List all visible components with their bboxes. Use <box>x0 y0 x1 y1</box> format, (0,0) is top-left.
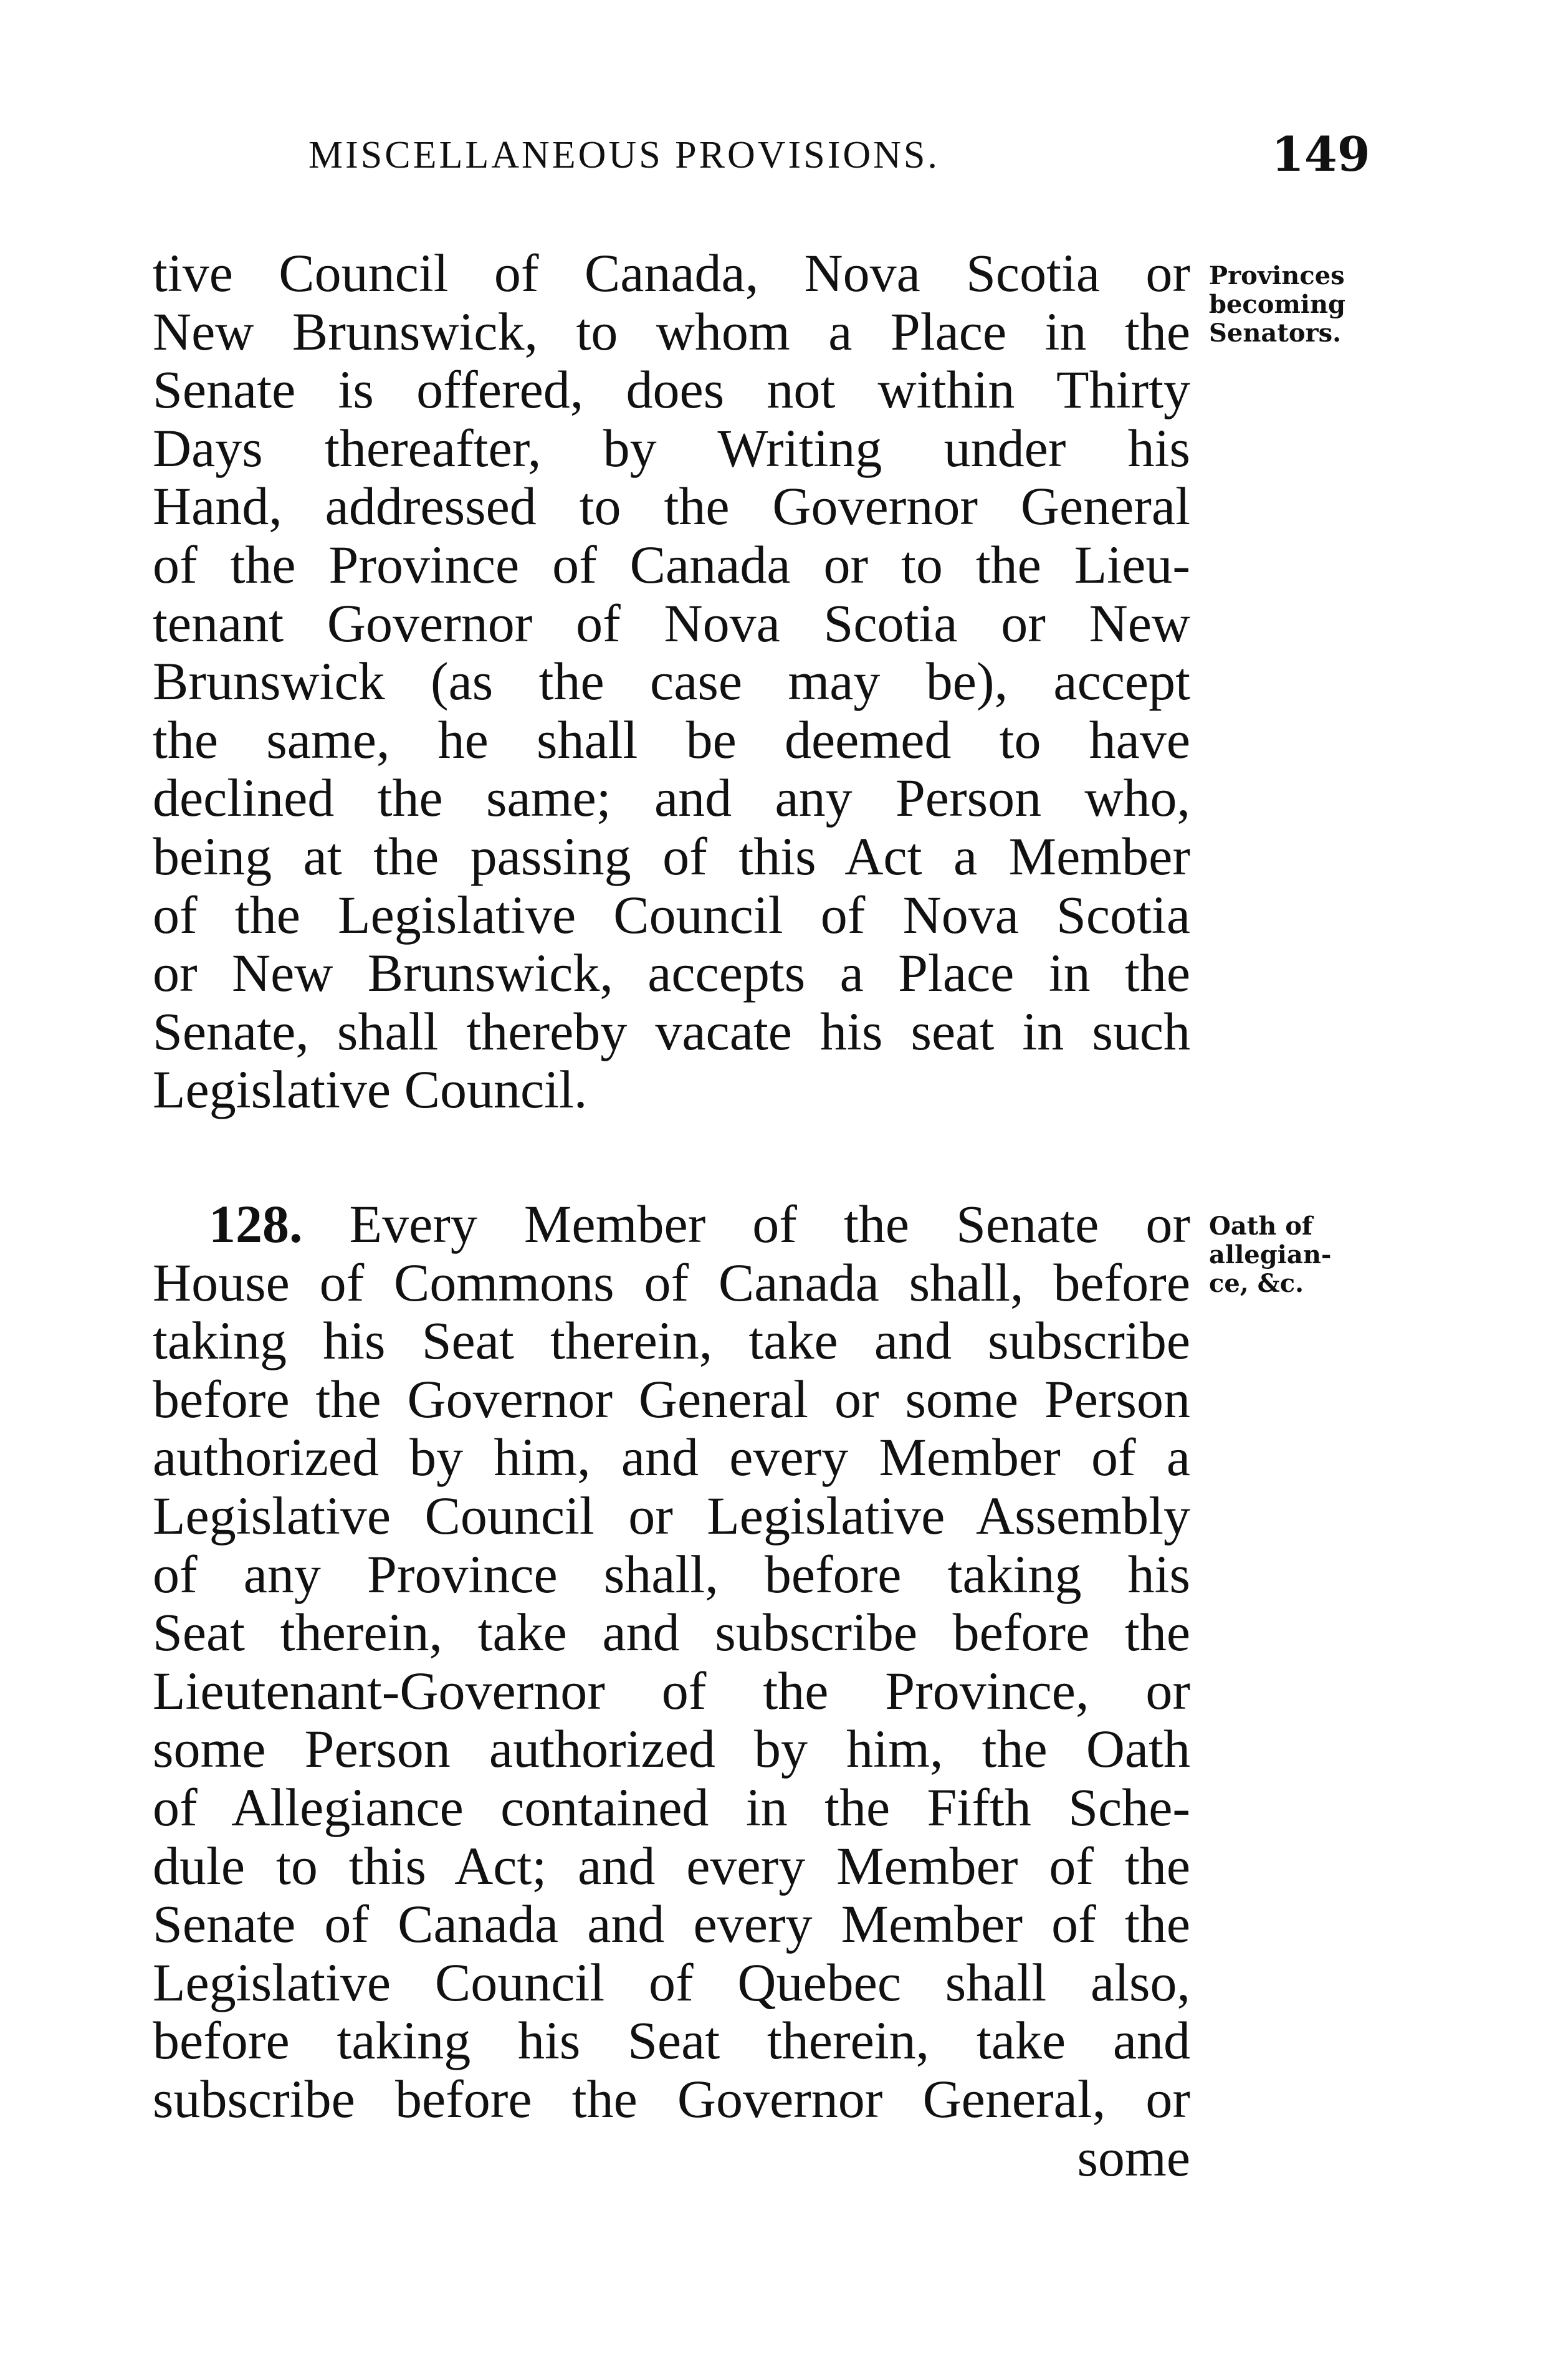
text-line: before the Governor General or some Person <box>153 1369 1190 1429</box>
text-line-first <box>153 1195 1190 1254</box>
text-line: Legislative Council. <box>153 1059 588 1120</box>
text-line: Senate, shall thereby vacate his seat in such <box>153 1001 1190 1061</box>
margin-note-line: becoming <box>1209 290 1346 319</box>
text-line: Senate of Canada and every Member of the <box>153 1894 1190 1954</box>
margin-note-line: Provinces <box>1209 261 1345 290</box>
margin-note-provinces-becoming-senators <box>1209 262 1345 348</box>
text-line: taking his Seat therein, take and subscribe <box>153 1311 1190 1371</box>
text-line: of any Province shall, before taking his <box>153 1544 1190 1604</box>
text-line: the same, he shall be deemed to have <box>153 709 1190 770</box>
section-128-paragraph <box>153 1195 1190 2187</box>
text-line: Brunswick (as the case may be), accept <box>153 651 1190 712</box>
margin-note-oath-of-allegiance <box>1209 1212 1332 1298</box>
text-line: tive Council of Canada, Nova Scotia or <box>153 243 1190 303</box>
text-line: Senate is offered, does not within Thirty <box>153 360 1190 420</box>
text-line: New Brunswick, to whom a Place in the <box>153 301 1190 361</box>
section-number: 128. <box>209 1194 303 1254</box>
text-line: Legislative Council of Quebec shall also, <box>153 1952 1190 2012</box>
margin-note-line: Oath of <box>1209 1212 1313 1241</box>
margin-note-line: ce, &c. <box>1209 1269 1304 1298</box>
text-line: or New Brunswick, accepts a Place in the <box>153 943 1190 1003</box>
text-line: dule to this Act; and every Member of the <box>153 1835 1190 1896</box>
text-line: Every Member of the Senate or <box>349 1194 1191 1254</box>
continued-paragraph <box>153 244 1190 1119</box>
text-line: before taking his Seat therein, take and <box>153 2010 1190 2071</box>
text-line: of the Legislative Council of Nova Scotia <box>153 884 1190 945</box>
text-line: tenant Governor of Nova Scotia or New <box>153 593 1190 653</box>
text-line: being at the passing of this Act a Member <box>153 826 1190 886</box>
text-line: Lieutenant-Governor of the Province, or <box>153 1660 1190 1721</box>
running-head: MISCELLANEOUS PROVISIONS. <box>308 134 940 176</box>
text-line: Days thereafter, by Writing under his <box>153 418 1190 478</box>
text-line: authorized by him, and every Member of a <box>153 1427 1190 1488</box>
text-line: House of Commons of Canada shall, before <box>153 1252 1190 1312</box>
page-number: 149 <box>1271 127 1370 182</box>
text-line: of Allegiance contained in the Fifth Sche- <box>153 1777 1190 1837</box>
text-line: some Person authorized by him, the Oath <box>153 1719 1190 1779</box>
catchword: some <box>1077 2127 1190 2187</box>
text-line: Hand, addressed to the Governor General <box>153 476 1190 537</box>
text-line: of the Province of Canada or to the Lieu- <box>153 534 1190 595</box>
text-line: declined the same; and any Person who, <box>153 768 1190 828</box>
text-line: Seat therein, take and subscribe before the <box>153 1602 1190 1663</box>
text-line: subscribe before the Governor General, or <box>153 2068 1190 2129</box>
text-line: Legislative Council or Legislative Assembly <box>153 1485 1190 1546</box>
margin-note-line: Senators. <box>1209 318 1342 348</box>
margin-note-line: allegian- <box>1209 1240 1332 1269</box>
